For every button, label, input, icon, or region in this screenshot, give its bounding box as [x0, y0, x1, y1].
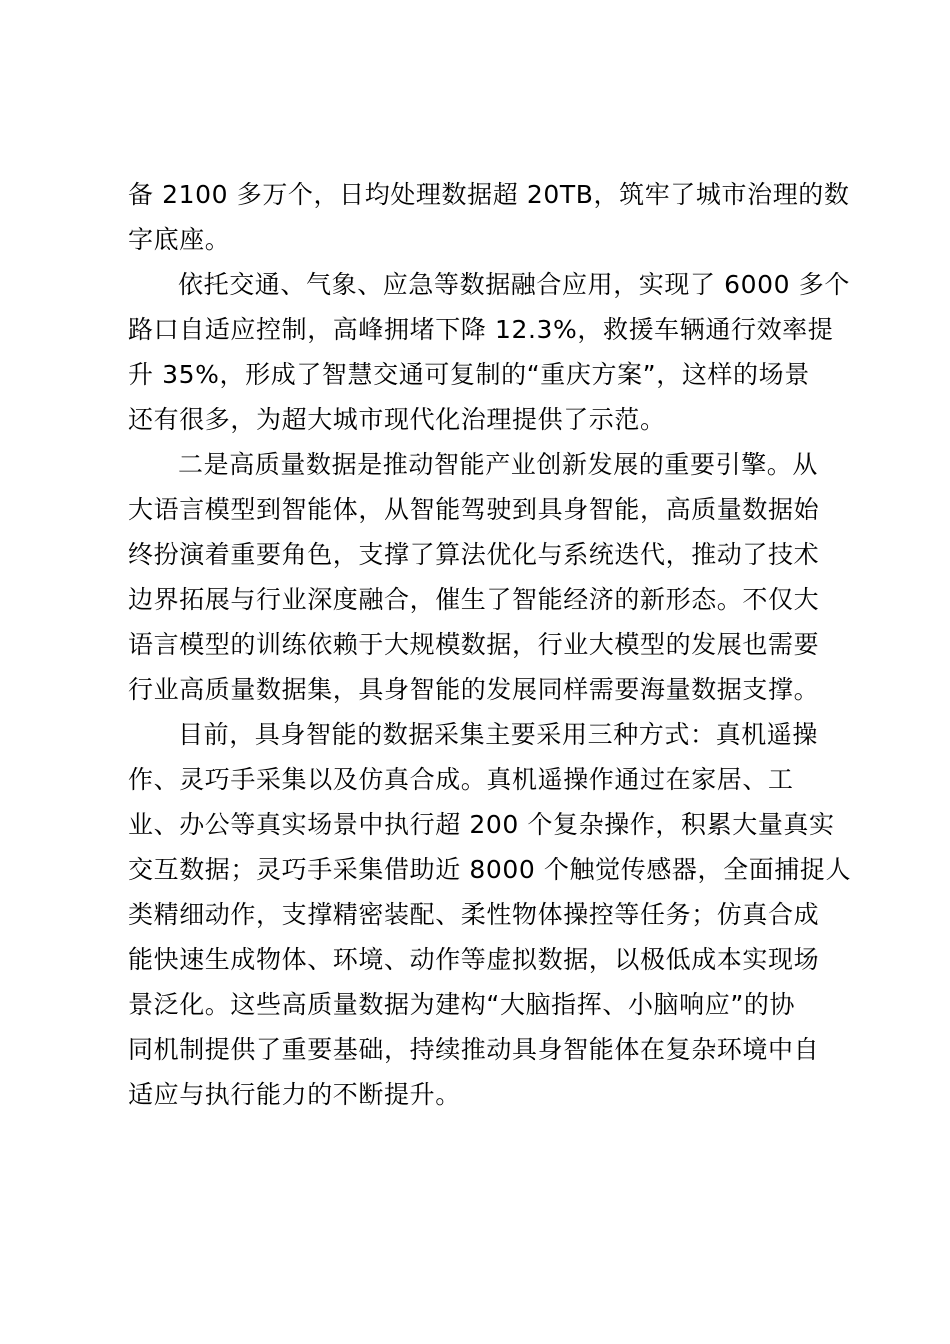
text-line: 同机制提供了重要基础，持续推动具身智能体在复杂环境中自 — [128, 1035, 820, 1064]
text-line: 路口自适应控制，高峰拥堵下降 12.3%，救援车辆通行效率提 — [128, 315, 834, 344]
paragraph-embodied — [128, 712, 852, 1117]
text-line: 备 2100 多万个，日均处理数据超 20TB，筑牢了城市治理的数 — [128, 180, 850, 209]
text-line: 二是高质量数据是推动智能产业创新发展的重要引擎。从 — [178, 450, 819, 479]
text-line: 依托交通、气象、应急等数据融合应用，实现了 6000 多个 — [178, 270, 850, 299]
text-line: 字底座。 — [128, 225, 231, 254]
text-line: 作、灵巧手采集以及仿真合成。真机遥操作通过在家居、工 — [128, 765, 794, 794]
text-line: 还有很多，为超大城市现代化治理提供了示范。 — [128, 405, 666, 434]
paragraph-industry — [128, 442, 833, 712]
text-line: 行业高质量数据集，具身智能的发展同样需要海量数据支撑。 — [128, 675, 820, 704]
text-line: 能快速生成物体、环境、动作等虚拟数据，以极低成本实现场 — [128, 945, 820, 974]
paragraph-continuation — [128, 172, 850, 262]
text-line: 适应与执行能力的不断提升。 — [128, 1080, 461, 1109]
text-line: 目前，具身智能的数据采集主要采用三种方式：真机遥操 — [178, 720, 819, 749]
text-line: 终扮演着重要角色，支撑了算法优化与系统迭代，推动了技术 — [128, 540, 820, 569]
text-line: 升 35%，形成了智慧交通可复制的“重庆方案”，这样的场景 — [128, 360, 810, 389]
text-line: 业、办公等真实场景中执行超 200 个复杂操作，积累大量真实 — [128, 810, 835, 839]
text-line: 边界拓展与行业深度融合，催生了智能经济的新形态。不仅大 — [128, 585, 820, 614]
text-line: 大语言模型到智能体，从智能驾驶到具身智能，高质量数据始 — [128, 495, 820, 524]
text-line: 景泛化。这些高质量数据为建构“大脑指挥、小脑响应”的协 — [128, 990, 796, 1019]
text-line: 语言模型的训练依赖于大规模数据，行业大模型的发展也需要 — [128, 630, 820, 659]
text-line: 交互数据；灵巧手采集借助近 8000 个触觉传感器，全面捕捉人 — [128, 855, 852, 884]
paragraph-traffic — [128, 262, 850, 442]
body-text — [128, 172, 852, 1117]
text-line: 类精细动作，支撑精密装配、柔性物体操控等任务；仿真合成 — [128, 900, 820, 929]
